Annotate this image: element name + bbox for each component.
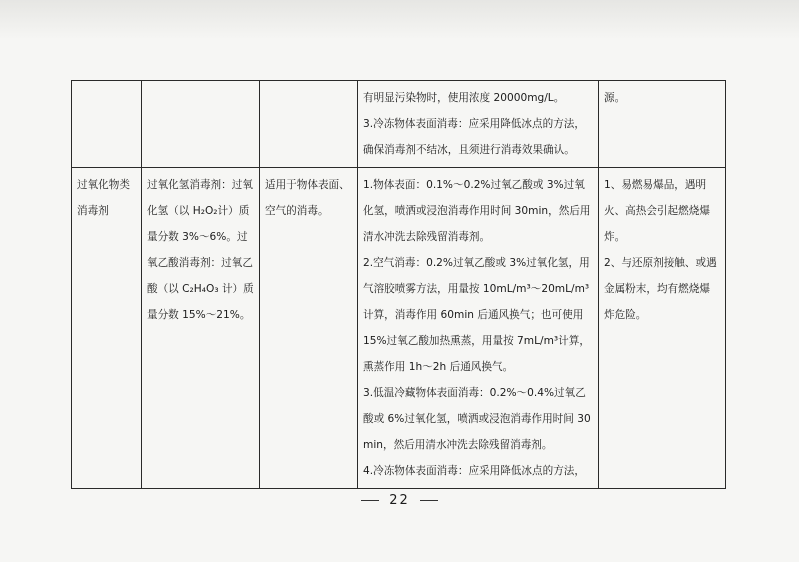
footer-dash-left bbox=[361, 500, 379, 501]
usage-paragraph: 4.冷冻物体表面消毒：应采用降低冰点的方法， bbox=[363, 465, 585, 477]
table-row-continued bbox=[72, 81, 726, 168]
scan-shadow bbox=[0, 0, 799, 40]
disinfectant-table bbox=[71, 80, 726, 489]
category-cell: 过氧化物类消毒剂 bbox=[72, 168, 142, 489]
usage-cell bbox=[358, 81, 599, 168]
scope-cell bbox=[260, 81, 358, 168]
page-number: 22 bbox=[389, 493, 410, 508]
cautions-cell: 源。 bbox=[599, 81, 726, 168]
caution-item: 2、与还原剂接触、或遇金属粉末，均有燃烧爆炸危险。 bbox=[604, 257, 717, 321]
page-footer bbox=[0, 493, 799, 508]
ingredients-cell: 过氧化氢消毒剂：过氧化氢（以 H₂O₂计）质量分数 3%～6%。过氧乙酸消毒剂：过氧乙酸（以 C₂H₄O₃ 计）质量分数 15%～21%。 bbox=[142, 168, 260, 489]
ingredients-cell bbox=[142, 81, 260, 168]
scope-cell: 适用于物体表面、空气的消毒。 bbox=[260, 168, 358, 489]
usage-paragraph: 3.冷冻物体表面消毒：应采用降低冰点的方法，确保消毒剂不结冰，且须进行消毒效果确认。 bbox=[363, 118, 585, 156]
usage-paragraph: 2.空气消毒：0.2%过氧乙酸或 3%过氧化氢，用气溶胶喷雾方法，用量按 10mL/m³～20mL/m³计算，消毒作用 60min 后通风换气；也可使用 15%过氧乙酸加热熏蒸，用量按 7mL/m³计算，熏蒸作用 1h～2h 后通风换气。 bbox=[363, 257, 590, 373]
usage-cell bbox=[358, 168, 599, 489]
table-row-peroxide bbox=[72, 168, 726, 489]
category-cell bbox=[72, 81, 142, 168]
caution-item: 1、易燃易爆品，遇明火、高热会引起燃烧爆炸。 bbox=[604, 179, 710, 243]
footer-dash-right bbox=[420, 500, 438, 501]
usage-paragraph: 3.低温冷藏物体表面消毒：0.2%～0.4%过氧乙酸或 6%过氧化氢，喷洒或浸泡消毒作用时间 30min，然后用清水冲洗去除残留消毒剂。 bbox=[363, 387, 591, 451]
cautions-cell bbox=[599, 168, 726, 489]
usage-paragraph: 有明显污染物时，使用浓度 20000mg/L。 bbox=[363, 92, 565, 104]
usage-paragraph: 1.物体表面：0.1%～0.2%过氧乙酸或 3%过氧化氢，喷洒或浸泡消毒作用时间 30min，然后用清水冲洗去除残留消毒剂。 bbox=[363, 179, 591, 243]
